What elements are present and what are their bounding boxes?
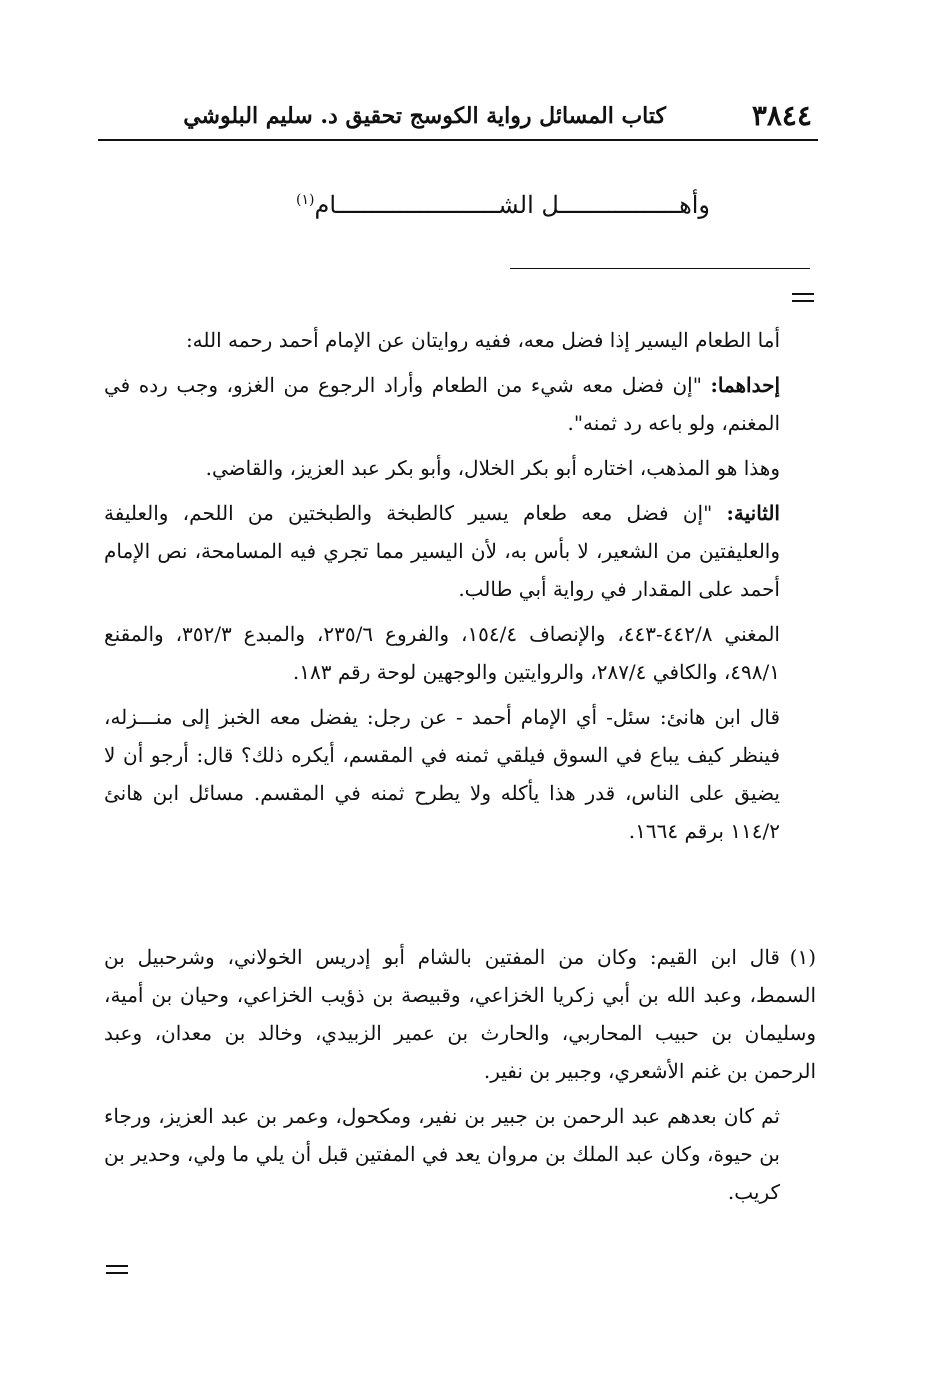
verse-text: وأهـــــــــــــــــل الشـــــــــــــــــــــــام xyxy=(314,191,710,219)
header-rule xyxy=(98,139,818,141)
paragraph-label: الثانية: xyxy=(726,501,780,525)
paragraph: أما الطعام اليسير إذا فضل معه، ففيه روايتان عن الإمام أحمد رحمه الله: xyxy=(185,328,780,352)
paragraph-text: "إن فضل معه طعام يسير كالطبخة والطبختين من اللحم، والعليفة والعليفتين من الشعير، لا بأس به، لأن اليسير مما تجري فيه المسامحة، نص الإمام أحمد على المقدار في رواية أبي طالب. xyxy=(104,501,780,601)
footnote-reference: (١) xyxy=(296,192,315,208)
paragraph-text: "إن فضل معه شيء من الطعام وأراد الرجوع من الغزو، وجب رده في المغنم، ولو باعه رد ثمنه". xyxy=(104,373,780,435)
footnote-number: (١) xyxy=(789,945,816,969)
continuation-mark-bottom xyxy=(106,1265,128,1274)
footnote-1-continuation: ثم كان بعدهم عبد الرحمن بن جبير بن نفير، ومكحول، وعمر بن عبد العزيز، ورجاء بن حيوة، وكان عبد الملك بن مروان يعد في المفتين قبل أن يلي ما ولي، وحدير بن كريب. xyxy=(104,1104,780,1204)
footnotes xyxy=(104,938,816,1211)
paragraph-label: إحداهما: xyxy=(710,373,780,397)
paragraph xyxy=(104,494,780,608)
page-number: ٣٨٤٤ xyxy=(751,99,812,132)
continued-footnote-text xyxy=(104,321,780,850)
reference-paragraph: المغني ٤٤٢/٨-٤٤٣، والإنصاف ١٥٤/٤، والفروع ٢٣٥/٦، والمبدع ٣٥٢/٣، والمقنع ٤٩٨/١، والكافي ٢٨٧/٤، والروايتين والوجهين لوحة رقم ١٨٣. xyxy=(104,622,780,684)
page-header xyxy=(100,96,812,136)
footnote-text: قال ابن القيم: وكان من المفتين بالشام أبو إدريس الخولاني، وشرحبيل بن السمط، وعبد الله بن أبي زكريا الخزاعي، وقبيصة بن ذؤيب الخزاعي، وحيان بن أمية، وسليمان بن حبيب المحاربي، والحارث بن عمير الزبيدي، وخالد بن معدان، وعبد الرحمن بن غنم الأشعري، وجبير بن نفير. xyxy=(104,945,816,1083)
paragraph: قال ابن هانئ: سئل- أي الإمام أحمد - عن رجل: يفضل معه الخبز إلى منـــزله، فينظر كيف يباع في السوق فيلقي ثمنه في المقسم، أيكره ذلك؟ قال: أرجو أن لا يضيق على الناس، قدر هذا يأكله ولا يطرح ثمنه في المقسم. مسائل ابن هانئ ١١٤/٢ برقم ١٦٦٤. xyxy=(104,705,780,843)
footnote-separator-rule xyxy=(510,268,810,269)
footnote-1 xyxy=(104,938,816,1090)
paragraph: وهذا هو المذهب، اختاره أبو بكر الخلال، وأبو بكر عبد العزيز، والقاضي. xyxy=(205,456,780,480)
running-title: كتاب المسائل رواية الكوسج تحقيق د. سليم البلوشي xyxy=(183,103,666,129)
paragraph xyxy=(104,366,780,442)
continuation-mark-top xyxy=(792,293,814,302)
verse-line xyxy=(100,180,710,220)
